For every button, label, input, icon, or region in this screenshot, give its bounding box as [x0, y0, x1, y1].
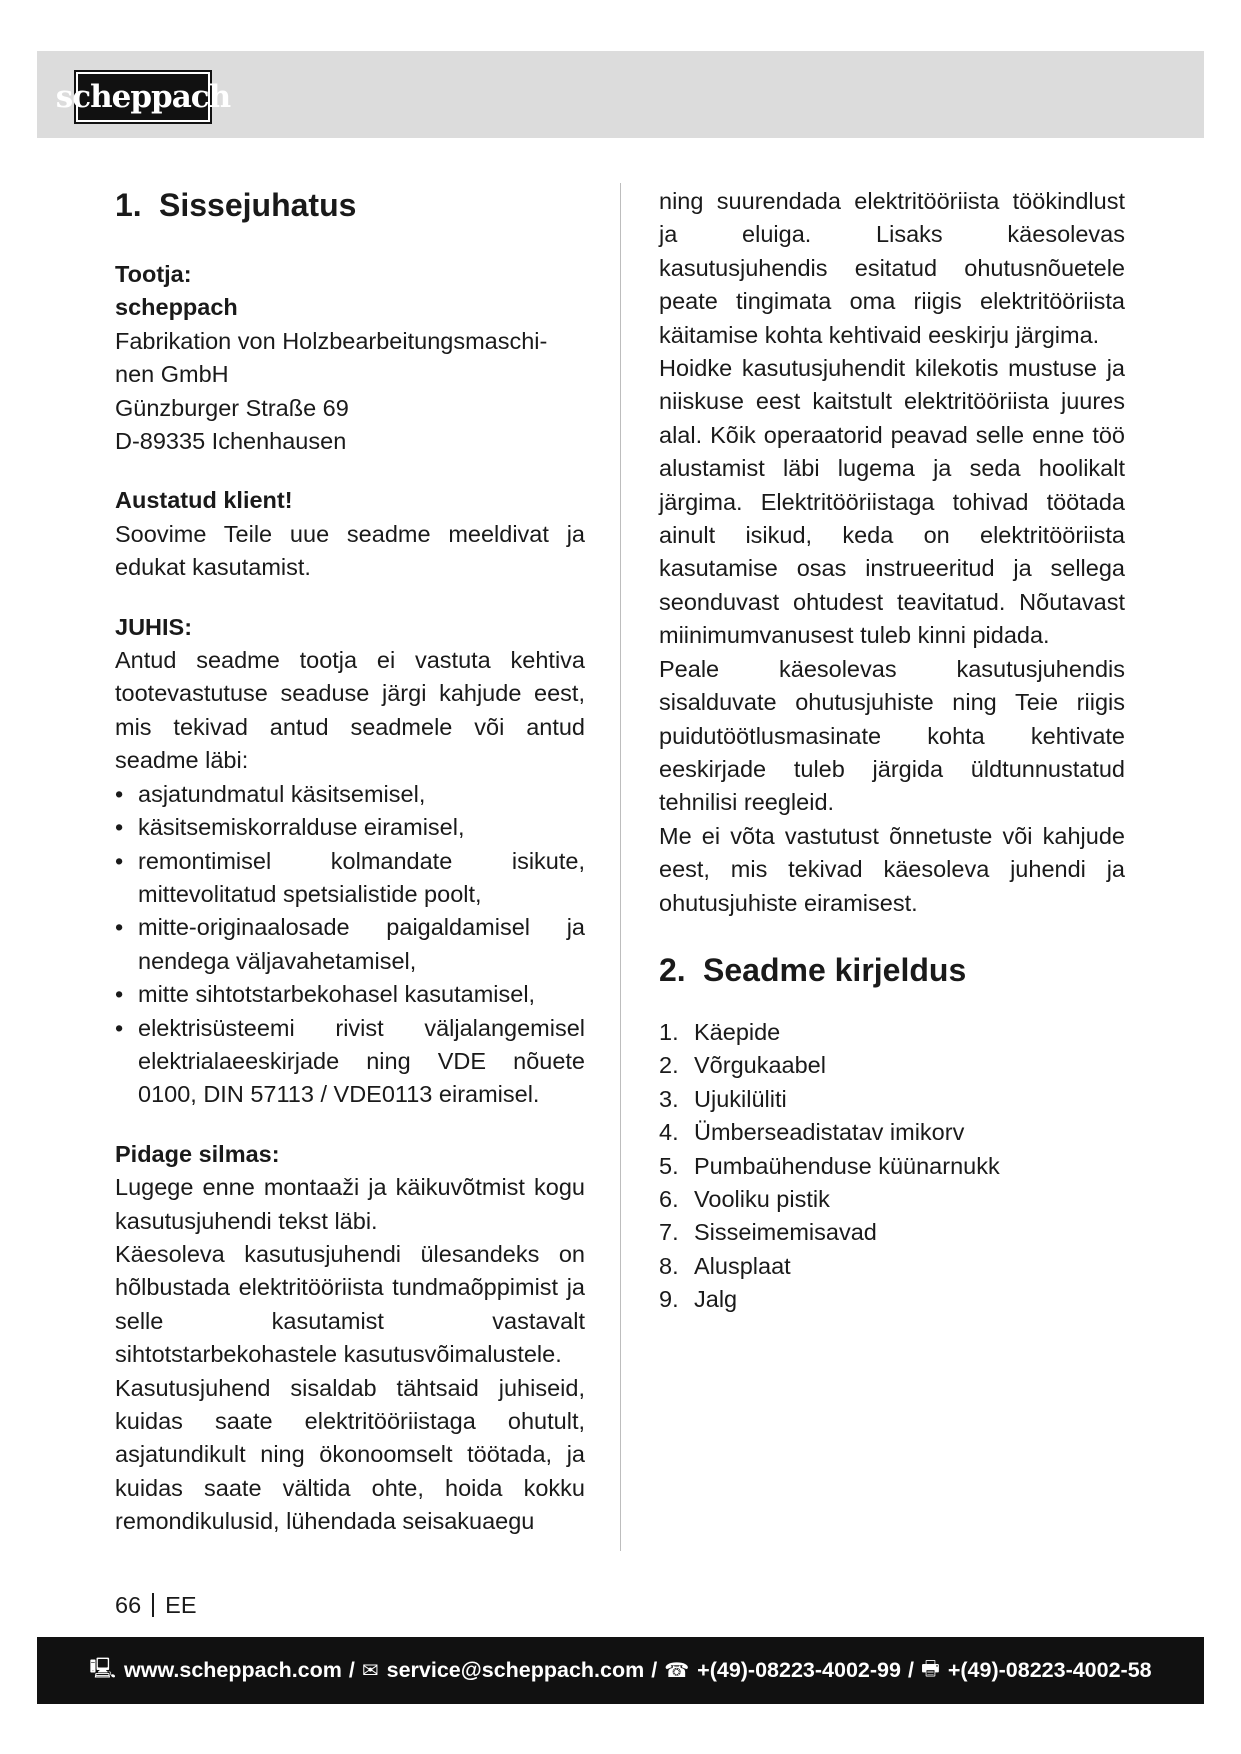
email-link[interactable]: service@scheppach.com: [386, 1658, 645, 1682]
computer-icon: 🖳: [89, 1657, 117, 1680]
attention-paragraph: Käesoleva kasutusjuhendi ülesandeks on hõlbustada elektritööriista tundmaõppimist ja selle kasutamist vastavalt sihtotstarbekohastele kasutusvõimalustele.: [115, 1240, 585, 1368]
greeting-text: Soovime Teile uue seadme meeldivat ja edukat kasutamist.: [115, 520, 585, 581]
manufacturer-name: scheppach: [115, 294, 238, 321]
body-paragraph: Peale käesolevas kasutusjuhendis sisalduvate ohutusjuhiste ning Teie riigis puidutöötlusmasinate kohta kehtivate eeskirjade tuleb järgida üldtunnustatud tehnilisi reegleid.: [659, 655, 1125, 816]
body-paragraph: Me ei võta vastutust õnnetuste või kahjude eest, mis tekivad käesoleva juhendi ja ohutusjuhiste eiramisest.: [659, 822, 1125, 916]
attention-paragraph: Lugege enne montaaži ja käikuvõtmist kogu kasutusjuhendi tekst läbi.: [115, 1174, 585, 1234]
attention-paragraph: Kasutusjuhend sisaldab tähtsaid juhiseid, kuidas saate elektritööriistaga ohutult, asjatundikult ning ökonoomselt töötada, ja kuidas saate vältida ohte, hoida kokku remondikulusid, lühendada seisakuaegu: [115, 1374, 585, 1535]
address-line: Günzburger Straße 69: [115, 394, 349, 421]
list-item: 6. Vooliku pistik: [659, 1185, 830, 1212]
note-text: Antud seadme tootja ei vastuta kehtiva tootevastutuse seaduse järgi kahjude eest, mis tekivad antud seadmele või antud seadme läbi:: [115, 647, 585, 774]
section-2-number: 2.: [659, 951, 686, 988]
address-line: nen GmbH: [115, 361, 229, 388]
list-item: 7. Sisseimemisavad: [659, 1219, 877, 1246]
list-item: 4. Ümberseadistatav imikorv: [659, 1119, 965, 1146]
language-code: EE: [165, 1592, 197, 1618]
body-paragraph: ning suurendada elektritööriista töökindlust ja eluiga. Lisaks käesolevas kasutusjuhendis esitatud ohutusnõuetele peate tingimata oma riigis elektritööriista käitamise kohta kehtivaid eeskirju järgima.: [659, 188, 1125, 348]
list-item: 1. Käepide: [659, 1018, 781, 1045]
list-item: 3. Ujukilüliti: [659, 1085, 787, 1112]
section-1-number: 1.: [115, 187, 142, 223]
left-column: [115, 185, 585, 1539]
list-item: • elektrisüsteemi rivist väljalangemisel elektrialaeeskirjade ning VDE nõuete 0100, DIN 57113 / VDE0113 eiramisel.: [115, 1012, 585, 1112]
parts-list: [659, 1016, 1125, 1317]
list-item: • mitte-originaalosade paigaldamisel ja nendega väljavahetamisel,: [115, 911, 585, 978]
footer-separator: [152, 1593, 154, 1617]
attention-label: Pidage silmas:: [115, 1140, 280, 1167]
page-footer: [115, 1590, 197, 1620]
list-item: • remontimisel kolmandate isikute, mittevolitatud spetsialistide poolt,: [115, 845, 585, 912]
right-column: [659, 185, 1125, 1317]
list-item: 2. Võrgukaabel: [659, 1052, 826, 1079]
section-1-heading: [115, 185, 585, 225]
list-item: • asjatundmatul käsitsemisel,: [115, 778, 585, 811]
fax-number: +(49)-08223-4002-58: [947, 1658, 1152, 1682]
contact-bar: 🖳 www.scheppach.com / ✉ service@scheppach.com / ☎ +(49)-08223-4002-99 / 🖶 +(49)-08223-4002-58: [37, 1637, 1204, 1704]
list-item: • käsitsemiskorralduse eiramisel,: [115, 811, 585, 844]
address-line: Fabrikation von Holzbearbeitungsmaschi-: [115, 327, 548, 354]
list-item: 9. Jalg: [659, 1286, 738, 1313]
address-line: D-89335 Ichenhausen: [115, 428, 347, 455]
note-bullet-list: [115, 778, 585, 1112]
column-divider: [620, 183, 621, 1551]
page-number: 66: [115, 1592, 142, 1618]
list-item: 8. Alusplaat: [659, 1252, 791, 1279]
section-2-title: Seadme kirjeldus: [703, 951, 967, 988]
greeting-label: Austatud klient!: [115, 487, 293, 514]
section-2-heading: [659, 950, 1125, 990]
section-1-title: Sissejuhatus: [159, 187, 357, 223]
phone-icon: ☎: [664, 1660, 690, 1682]
fax-icon: 🖶: [920, 1657, 940, 1680]
list-item: • mitte sihtotstarbekohasel kasutamisel,: [115, 978, 585, 1011]
phone-number: +(49)-08223-4002-99: [697, 1658, 901, 1682]
list-item: 5. Pumbaühenduse küünarnukk: [659, 1152, 1000, 1179]
body-paragraph: Hoidke kasutusjuhendit kilekotis mustuse ja niiskuse eest kaitstult elektritööriista juures alal. Kõik operaatorid peavad selle enne töö alustamist läbi lugema ja seda hoolikalt järgima. Elektritööriistaga tohivad töötada ainult isikud, keda on elektritööriista kasutamise osas instrueeritud ja sellega seonduvast ohtudest teavitatud. Nõutavast miinimumvanusest tuleb kinni pidada.: [659, 355, 1125, 649]
brand-logo: scheppach: [74, 70, 212, 124]
envelope-icon: ✉: [361, 1660, 379, 1682]
website-link[interactable]: www.scheppach.com: [124, 1658, 342, 1682]
note-label: JUHIS:: [115, 613, 193, 640]
manufacturer-label: Tootja:: [115, 261, 192, 287]
